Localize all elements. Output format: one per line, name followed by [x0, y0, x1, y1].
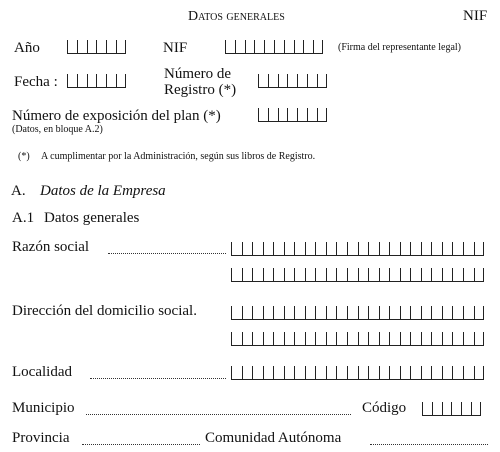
nif-field[interactable] — [225, 40, 323, 54]
section-a-letter: A. — [11, 183, 26, 199]
direccion-field-1[interactable] — [231, 306, 484, 320]
numero-exposicion-label: Número de exposición del plan (*) — [12, 108, 221, 124]
fecha-label: Fecha : — [14, 74, 58, 90]
footnote-mark: (*) — [18, 151, 30, 162]
direccion-field-2[interactable] — [231, 332, 484, 346]
codigo-field[interactable] — [422, 402, 481, 416]
firma-label: (Firma del representante legal) — [338, 42, 461, 53]
numero-registro-line2: Registro (*) — [164, 82, 237, 98]
ano-field[interactable] — [67, 40, 126, 54]
provincia-label: Provincia — [12, 430, 70, 446]
ano-label: Año — [14, 40, 40, 56]
localidad-field[interactable] — [231, 366, 484, 380]
municipio-label: Municipio — [12, 400, 75, 416]
datos-bloque-note: (Datos, en bloque A.2) — [12, 124, 103, 135]
form-title: Datos generales — [188, 9, 285, 24]
comunidad-label: Comunidad Autónoma — [205, 430, 342, 446]
numero-registro-label — [164, 66, 236, 98]
direccion-label: Dirección del domicilio social. — [12, 303, 197, 319]
localidad-leader — [90, 378, 226, 379]
nif-label: NIF — [163, 40, 188, 56]
header-nif: NIF — [463, 8, 488, 24]
numero-registro-line1: Número de — [164, 66, 232, 82]
municipio-leader[interactable] — [86, 414, 351, 415]
razon-social-field-2[interactable] — [231, 268, 484, 282]
razon-social-leader — [108, 253, 226, 254]
subsection-number: A.1 — [12, 210, 35, 226]
razon-social-label: Razón social — [12, 239, 90, 255]
fecha-field[interactable] — [67, 74, 126, 88]
provincia-leader[interactable] — [82, 444, 200, 445]
section-a-title: Datos de la Empresa — [40, 183, 166, 199]
codigo-label: Código — [362, 400, 407, 416]
razon-social-field-1[interactable] — [231, 242, 484, 256]
numero-exposicion-field[interactable] — [258, 108, 327, 122]
localidad-label: Localidad — [12, 364, 72, 380]
subsection-title: Datos generales — [44, 210, 140, 226]
footnote-text: A cumplimentar por la Administración, según sus libros de Registro. — [41, 151, 316, 162]
numero-registro-field[interactable] — [258, 74, 327, 88]
comunidad-leader[interactable] — [370, 444, 488, 445]
